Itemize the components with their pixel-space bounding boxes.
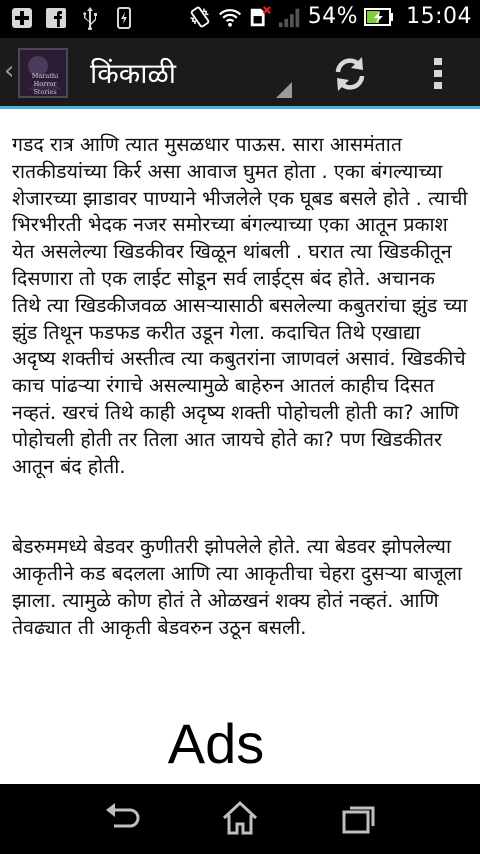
navigation-bar	[0, 784, 480, 854]
app-logo	[18, 48, 68, 98]
refresh-button[interactable]	[330, 54, 370, 94]
system-status-icons	[188, 4, 472, 29]
overflow-menu-button[interactable]	[428, 54, 448, 94]
svg-text:Marathi: Marathi	[31, 72, 59, 80]
status-bar	[0, 0, 480, 38]
recent-apps-icon	[338, 798, 382, 838]
back-icon	[100, 798, 144, 838]
ad-banner[interactable]	[0, 707, 480, 784]
back-button[interactable]	[100, 798, 144, 838]
story-paragraph: बेडरुममध्ये बेडवर कुणीतरी झोपलेले होते. त्या बेडवर झोपलेल्या आकृतीने कड बदलला आणि त्या आकृतीचा चेहरा दुसऱ्या बाजूला झाला. त्यामुळे कोण होतं ते ओळखनं शक्य होतं नव्हतं. आणि तेवढ्यात ती आकृती बेडवरुन उठून बसली.	[12, 535, 463, 639]
battery-charging-icon	[364, 5, 394, 29]
svg-text:Horror: Horror	[33, 80, 57, 88]
up-caret-icon: ‹	[4, 56, 15, 86]
notification-icons	[10, 6, 136, 30]
home-icon	[218, 798, 262, 838]
action-bar	[0, 38, 480, 106]
sim-error-icon	[248, 5, 272, 29]
wifi-icon	[218, 5, 242, 29]
spinner-triangle-icon	[276, 82, 292, 98]
story-content[interactable]	[0, 109, 480, 707]
add-box-icon	[10, 6, 34, 30]
svg-text:Stories: Stories	[33, 88, 57, 96]
vibrate-icon	[188, 5, 212, 29]
overflow-menu-icon	[428, 54, 448, 94]
refresh-icon	[330, 54, 370, 94]
facebook-icon	[44, 6, 68, 30]
recent-apps-button[interactable]	[338, 798, 382, 838]
phone-charging-icon	[112, 6, 136, 30]
battery-percent: 54%	[307, 4, 359, 29]
story-paragraph: गडद रात्र आणि त्यात मुसळधार पाऊस. सारा आसमंतात रातकीडयांच्या किर्र असा आवाज घुमत होता . एका बंगल्याच्या शेजारच्या झाडावर पाण्याने भीजलेले एक घूबड बसले होते . त्याची भिरभीरती भेदक नजर समोरच्या बंगल्याच्या एका आतून प्रकाश येत असलेल्या खिडकीवर खिळून थांबली . घरात त्या खिडकीतून दिसणारा तो एक लाईट सोडून सर्व लाईट्स बंद होते. अचानक तिथे त्या खिडकीजवळ आसऱ्यासाठी बसलेल्या कबुतरांचा झुंड च्या झुंड तिथून फडफड करीत उडून गेला. कदाचित तिथे एखाद्या अदृष्य शक्तीचं अस्तीत्व त्या कबुतरांना जाणवलं असावं. खिडकीचे काच पांढऱ्या रंगाचे असल्यामुळे बाहेरुन आतलं काहीच दिसत नव्हतं. खरचं तिथे काही अदृष्य शक्ती पोहोचली होती का? आणि पोहोचली होती तर तिला आत जायचे होते का? पण खिडकीतर आतून बंद होती.	[12, 133, 468, 478]
signal-icon	[278, 5, 302, 29]
home-button[interactable]	[218, 798, 262, 838]
usb-icon	[78, 6, 102, 30]
clock: 15:04	[406, 4, 472, 29]
ad-label: Ads	[167, 712, 265, 775]
page-title: किंकाळी	[90, 57, 177, 90]
